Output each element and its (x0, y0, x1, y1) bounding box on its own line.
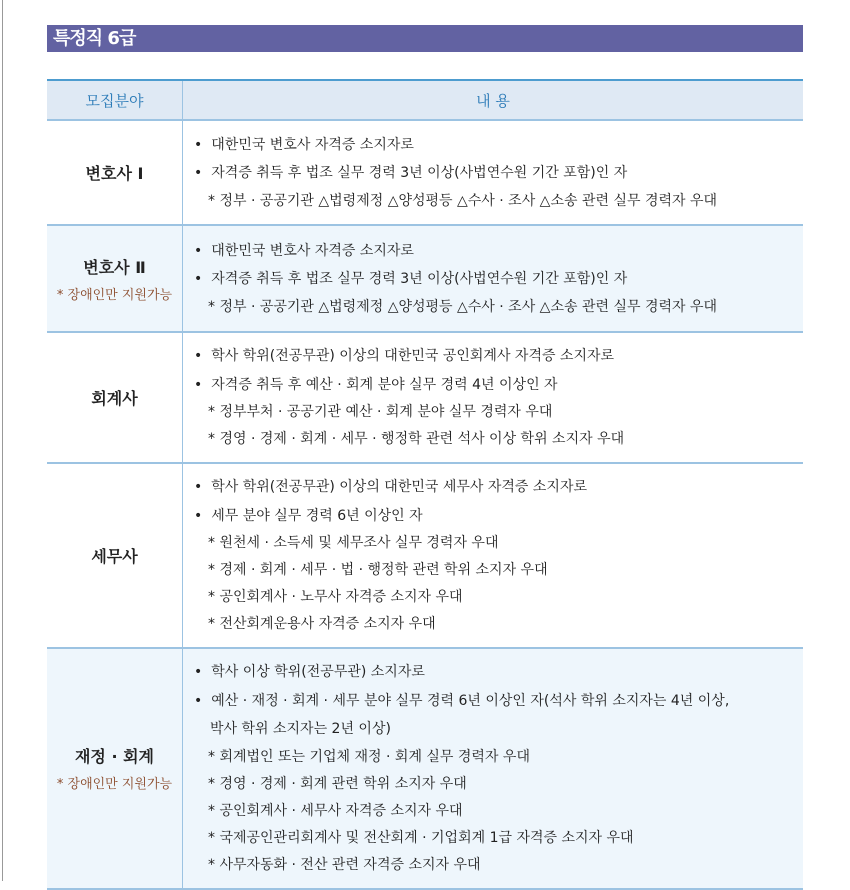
field-cell (47, 463, 183, 648)
table-header (47, 80, 803, 120)
requirement-list (184, 465, 802, 646)
table-row (47, 463, 803, 648)
table-row (47, 225, 803, 332)
field-cell (47, 120, 183, 225)
preference-item: * 정부 · 공공기관 △법령제정 △양성평등 △수사 · 조사 △소송 관련 실무 경력자 우대 (208, 192, 718, 209)
content-cell (183, 648, 804, 889)
preference-item: * 회계법인 또는 기업체 재정 · 회계 실무 경력자 우대 (208, 748, 530, 765)
preference-item: * 사무자동화 · 전산 관련 자격증 소지자 우대 (208, 856, 481, 873)
content-cell (183, 225, 804, 332)
preference-item: * 경영 · 경제 · 회계 · 세무 · 행정학 관련 석사 이상 학위 소지자 우대 (208, 431, 625, 447)
table-row (47, 332, 803, 463)
preference-item: * 공인회계사 · 세무사 자격증 소지자 우대 (208, 802, 463, 819)
requirement-item: • 자격증 취득 후 법조 실무 경력 3년 이상(사법연수원 기간 포함)인 자 (194, 265, 802, 294)
table-row (47, 648, 803, 889)
requirement-item: • 대한민국 변호사 자격증 소지자로 (194, 131, 802, 160)
requirements-table (47, 79, 803, 890)
field-name: 변호사 Ⅱ (83, 257, 146, 277)
preference-item: * 정부부처 · 공공기관 예산 · 회계 분야 실무 경력자 우대 (208, 404, 553, 420)
preference-item: * 경제 · 회계 · 세무 · 법 · 행정학 관련 학위 소지자 우대 (208, 562, 548, 578)
requirement-item: • 학사 학위(전공무관) 이상의 대한민국 세무사 자격증 소지자로 (194, 473, 802, 502)
field-name: 변호사 Ⅰ (85, 164, 144, 183)
requirement-list (184, 650, 802, 887)
requirement-item: • 예산 · 재정 · 회계 · 세무 분야 실무 경력 6년 이상인 자(석사 학위 소지자는 4년 이상, (194, 687, 802, 716)
preference-item: * 원천세 · 소득세 및 세무조사 실무 경력자 우대 (208, 535, 499, 551)
eligibility-note: * 장애인만 지원가능 (56, 777, 173, 793)
preference-item: * 정부 · 공공기관 △법령제정 △양성평등 △수사 · 조사 △소송 관련 실무 경력자 우대 (208, 298, 718, 315)
preference-item: * 국제공인관리회계사 및 전산회계 · 기업회계 1급 자격증 소지자 우대 (208, 829, 634, 846)
eligibility-note: * 장애인만 지원가능 (56, 287, 173, 303)
header-field: 모집분야 (47, 80, 183, 120)
field-name: 재정 · 회계 (74, 747, 155, 767)
requirement-item: 박사 학위 소지자는 2년 이상) (210, 721, 391, 737)
requirement-item: • 학사 이상 학위(전공무관) 소지자로 (194, 658, 802, 687)
preference-item: * 공인회계사 · 노무사 자격증 소지자 우대 (208, 589, 463, 605)
requirement-item: • 학사 학위(전공무관) 이상의 대한민국 공인회계사 자격증 소지자로 (194, 342, 802, 371)
preference-item: * 경영 · 경제 · 회계 관련 학위 소지자 우대 (208, 775, 467, 792)
requirement-item: • 자격증 취득 후 법조 실무 경력 3년 이상(사법연수원 기간 포함)인 자 (194, 159, 802, 188)
field-name: 회계사 (91, 389, 138, 408)
preference-item: * 전산회계운용사 자격증 소지자 우대 (208, 616, 436, 632)
content-cell (183, 463, 804, 648)
requirement-item: • 자격증 취득 후 예산 · 회계 분야 실무 경력 4년 이상인 자 (194, 371, 802, 400)
content-cell (183, 120, 804, 225)
requirement-list (184, 229, 802, 329)
section-title: 특정직 6급 (47, 25, 803, 52)
content-cell (183, 332, 804, 463)
header-content: 내 용 (183, 80, 804, 120)
requirement-list (184, 334, 802, 461)
field-cell (47, 225, 183, 332)
field-cell (47, 648, 183, 889)
table-row (47, 120, 803, 225)
requirement-item: • 세무 분야 실무 경력 6년 이상인 자 (194, 502, 802, 531)
field-cell (47, 332, 183, 463)
requirement-item: • 대한민국 변호사 자격증 소지자로 (194, 237, 802, 266)
field-name: 세무사 (91, 547, 138, 566)
requirement-list (184, 123, 802, 223)
page-border (2, 0, 3, 881)
